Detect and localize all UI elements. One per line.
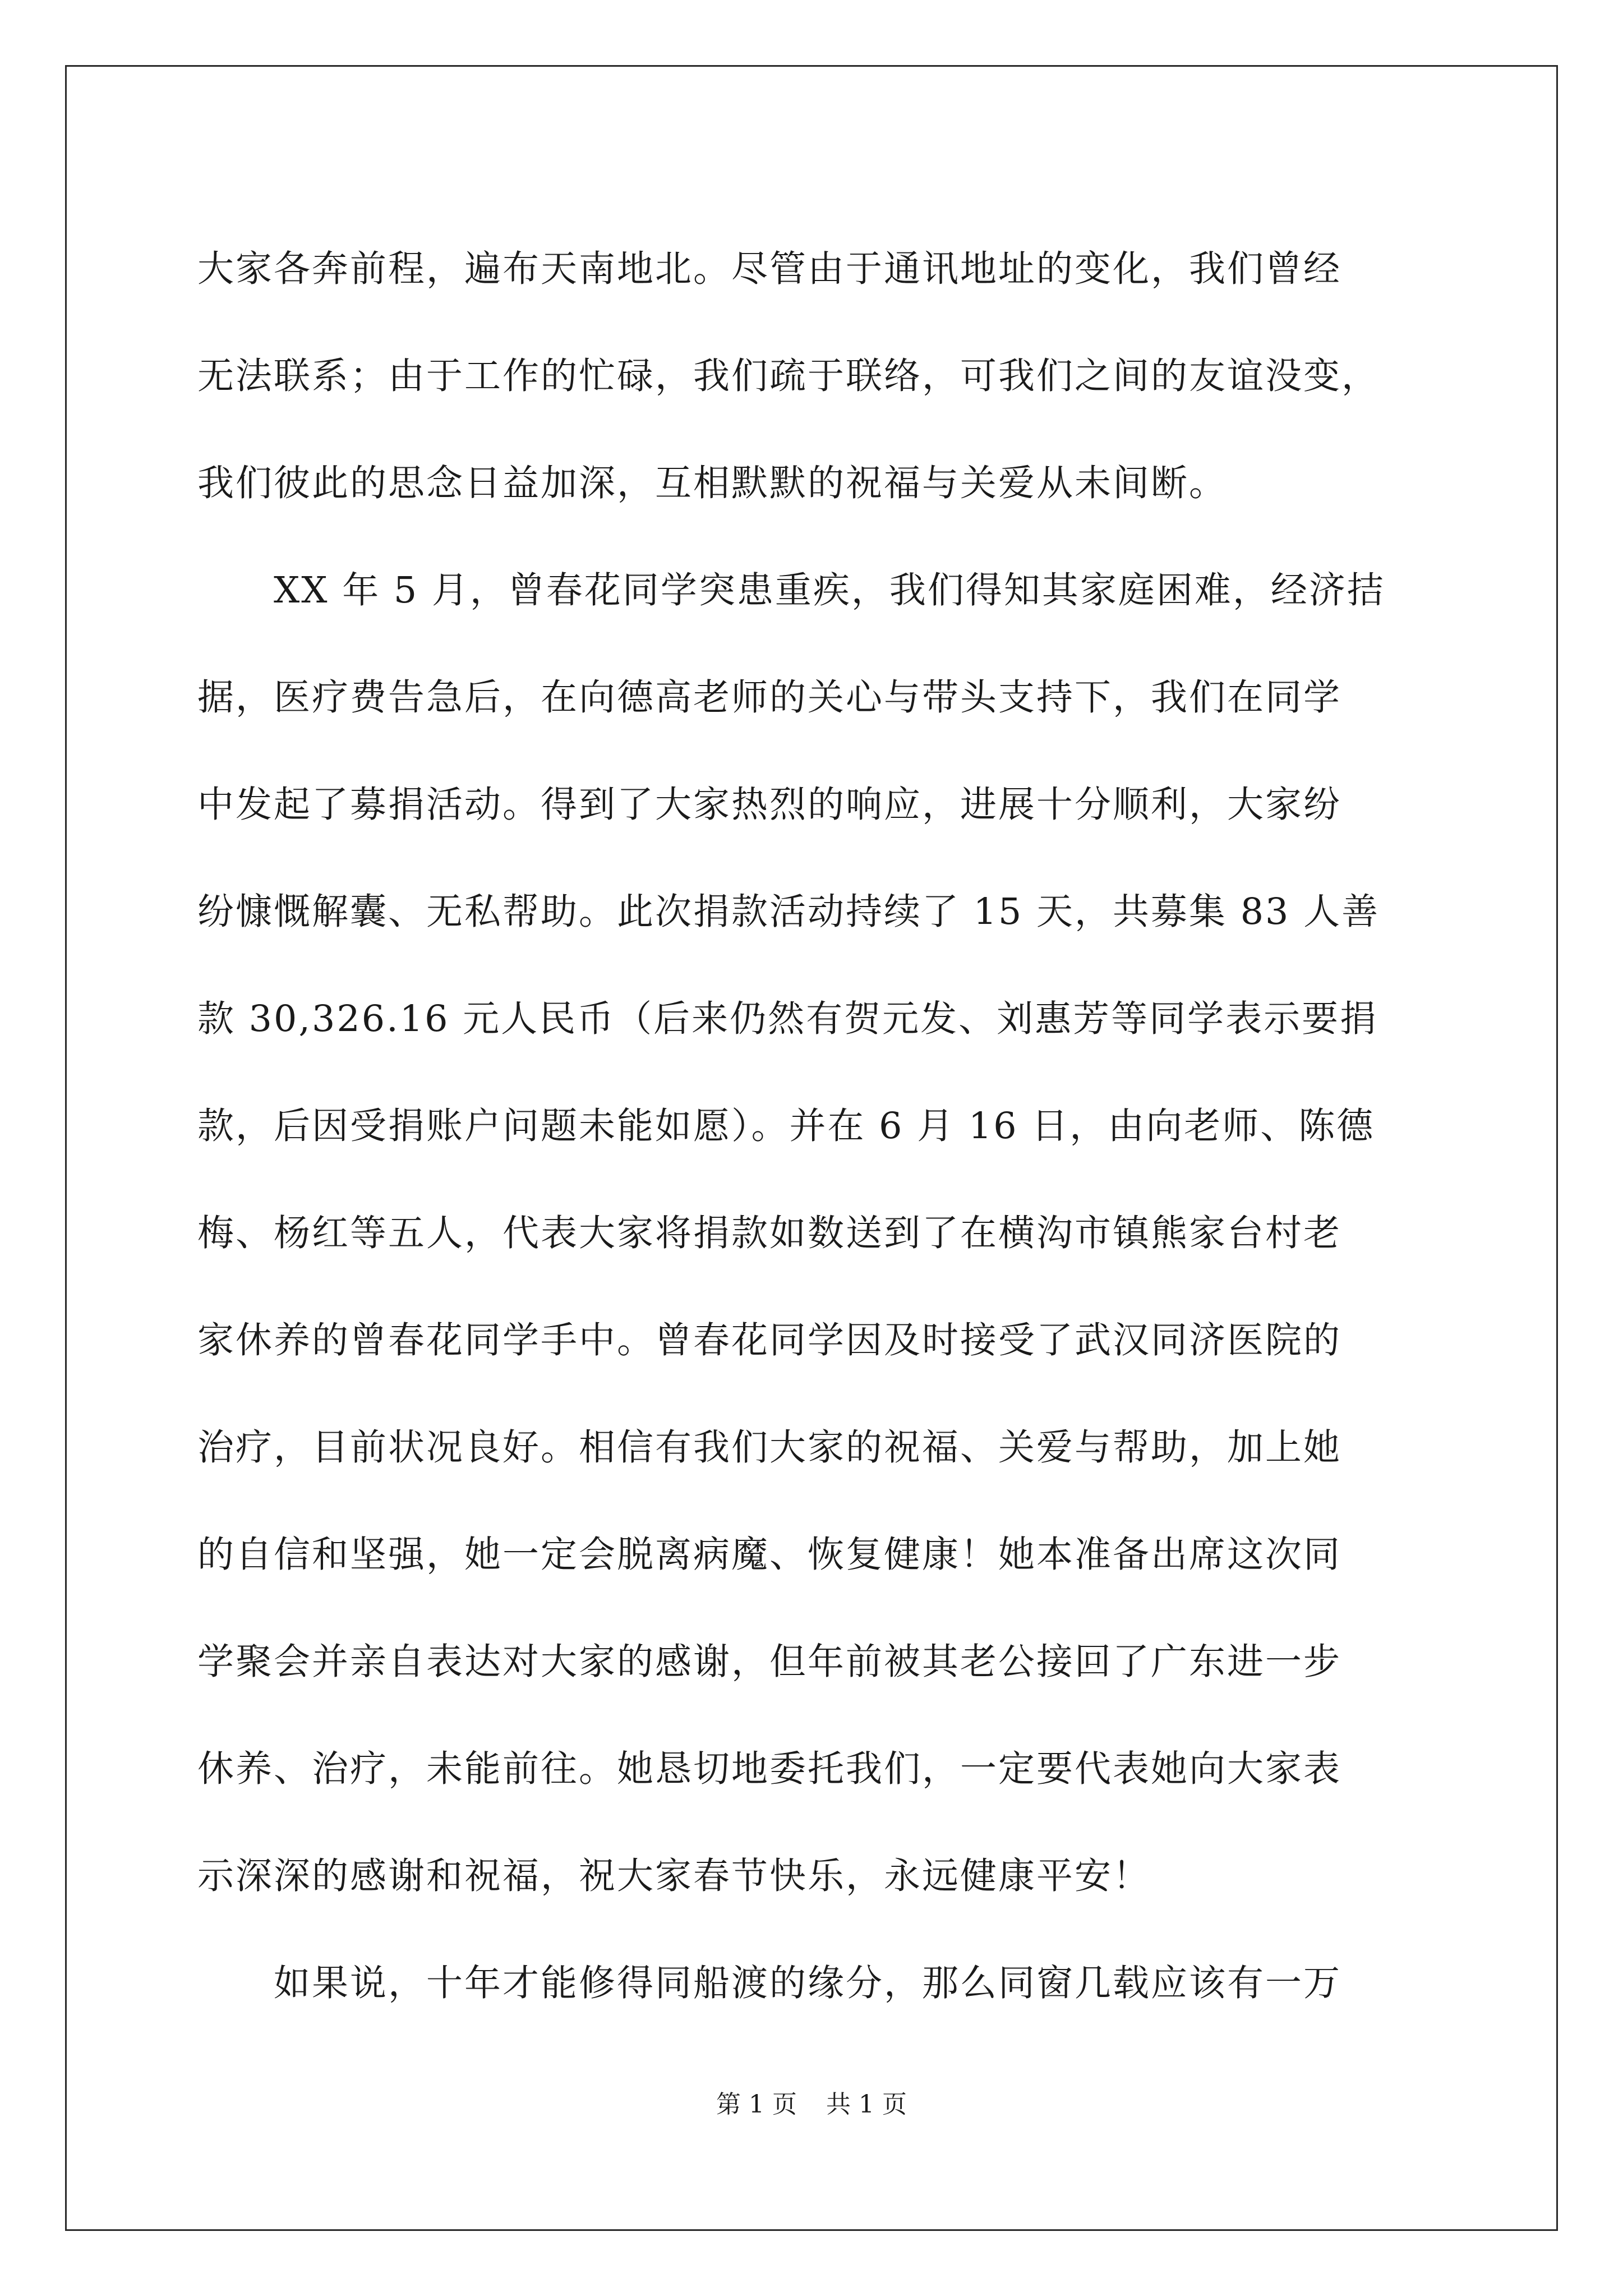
- text-line-5: 据，医疗费告急后，在向德高老师的关心与带头支持下，我们在同学: [197, 677, 1342, 719]
- text-line-12: 治疗，目前状况良好。相信有我们大家的祝福、关爱与帮助，加上她: [197, 1427, 1342, 1469]
- page-number-current: 第 1 页: [716, 2090, 797, 2119]
- text-line-14: 学聚会并亲自表达对大家的感谢，但年前被其老公接回了广东进一步: [197, 1641, 1342, 1683]
- text-line-2: 无法联系；由于工作的忙碌，我们疏于联络，可我们之间的友谊没变，: [197, 355, 1380, 397]
- text-line-10: 梅、杨红等五人，代表大家将捐款如数送到了在横沟市镇熊家台村老: [197, 1212, 1342, 1254]
- text-line-15: 休养、治疗，未能前往。她恳切地委托我们，一定要代表她向大家表: [197, 1748, 1342, 1790]
- text-line-16: 示深深的感谢和祝福，祝大家春节快乐，永远健康平安！: [197, 1855, 1151, 1897]
- text-line-1: 大家各奔前程，遍布天南地北。尽管由于通讯地址的变化，我们曾经: [197, 248, 1342, 290]
- text-line-8: 款 30,326.16 元人民币（后来仍然有贺元发、刘惠芳等同学表示要捐: [197, 998, 1378, 1040]
- page-number-total: 共 1 页: [826, 2090, 907, 2119]
- text-line-17: 如果说，十年才能修得同船渡的缘分，那么同窗几载应该有一万: [197, 1962, 1342, 2004]
- document-body: [197, 215, 1426, 2037]
- text-line-9: 款，后因受捐账户问题未能如愿）。并在 6 月 16 日，由向老师、陈德: [197, 1105, 1375, 1147]
- text-line-6: 中发起了募捐活动。得到了大家热烈的响应，进展十分顺利，大家纷: [197, 784, 1342, 826]
- text-line-7: 纷慷慨解囊、无私帮助。此次捐款活动持续了 15 天，共募集 83 人善: [197, 891, 1380, 933]
- text-line-3: 我们彼此的思念日益加深，互相默默的祝福与关爱从未间断。: [197, 462, 1228, 504]
- text-line-13: 的自信和坚强，她一定会脱离病魔、恢复健康！她本准备出席这次同: [197, 1534, 1342, 1576]
- page-footer: [0, 2088, 1623, 2122]
- text-line-4: XX 年 5 月，曾春花同学突患重疾，我们得知其家庭困难，经济拮: [197, 569, 1385, 611]
- text-line-11: 家休养的曾春花同学手中。曾春花同学因及时接受了武汉同济医院的: [197, 1319, 1342, 1361]
